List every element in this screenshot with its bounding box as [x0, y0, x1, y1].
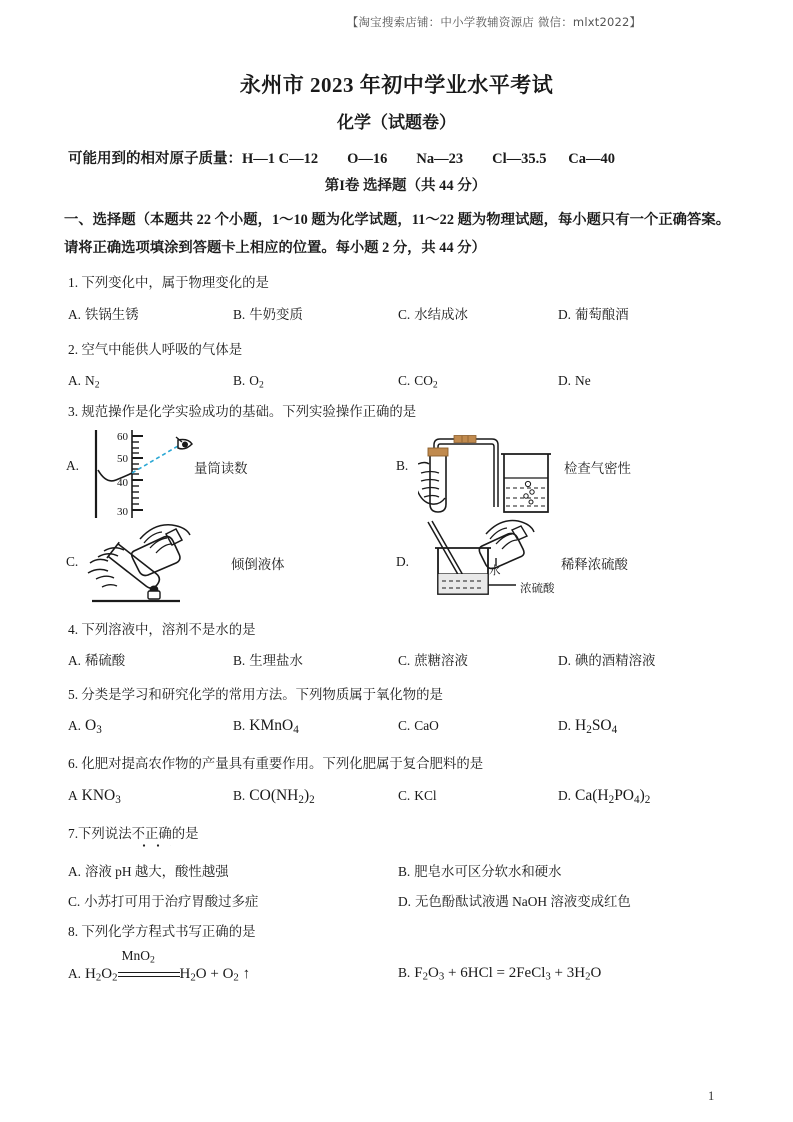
question-7-options-row1 [0, 862, 793, 884]
option-label: B. [233, 307, 246, 322]
question-7-number: 7. [68, 826, 79, 841]
question-8-number: 8. [68, 924, 79, 939]
instructions-paragraph: 一、选择题（本题共 22 个小题，1～10 题为化学试题，11～22 题为物理试题，每小题只有一个正确答案。请将正确选项填涂到答题卡上相应的位置。每小题 2 分，共 44 分） [64, 212, 730, 256]
question-1-option-d[interactable] [558, 305, 629, 325]
figure-inner-label-acid: 浓硫酸 [520, 583, 555, 595]
catalyst-label: MnO$_2$ [121, 948, 155, 966]
option-label: B. [233, 718, 246, 733]
question-6-option-c[interactable] [398, 786, 437, 806]
question-1-option-b[interactable] [233, 305, 303, 325]
question-5-stem [68, 686, 443, 704]
option-caption: 量筒读数 [194, 461, 248, 476]
option-text: $KNO_3$ [81, 787, 121, 806]
question-6-stem [68, 755, 483, 773]
question-6-text: 化肥对提高农作物的产量具有重要作用。下列化肥属于复合肥料的是 [81, 756, 484, 771]
question-5-text: 分类是学习和研究化学的常用方法。下列物质属于氧化物的是 [81, 687, 443, 702]
question-2-text: 空气中能供人呼吸的气体是 [81, 342, 243, 357]
question-7-text-pre: 下列说法 [78, 826, 132, 841]
option-label: A. [68, 864, 82, 879]
question-4-option-b[interactable] [233, 651, 303, 671]
option-text: $CO(NH_2)_2$ [249, 787, 315, 806]
svg-text:40: 40 [117, 477, 128, 489]
question-7-option-b[interactable] [398, 862, 562, 882]
question-4-number: 4. [68, 622, 79, 637]
option-label: B. [233, 788, 246, 803]
question-8-text: 下列化学方程式书写正确的是 [81, 924, 256, 939]
equation-right: $H_2O + O_2$ ↑ [179, 966, 251, 985]
option-text: $H_2SO_4$ [575, 717, 618, 736]
question-2-number: 2. [68, 342, 79, 357]
question-3-option-a[interactable] [66, 428, 246, 518]
option-text: $O_3$ [85, 717, 102, 736]
question-7-emphasis: 不正确 [131, 826, 172, 841]
section-heading: 第I卷 选择题（共 44 分） [324, 178, 487, 194]
question-3-text: 规范操作是化学实验成功的基础。下列实验操作正确的是 [81, 404, 417, 419]
question-8-stem [68, 923, 255, 941]
question-3-option-c[interactable] [66, 520, 296, 615]
question-7-stem [68, 825, 199, 843]
option-text: $O_2$ [249, 373, 264, 391]
question-3-option-b[interactable] [396, 426, 631, 521]
question-4-option-a[interactable] [68, 651, 125, 671]
question-6-option-b[interactable] [233, 786, 315, 810]
option-text: 生理盐水 [249, 653, 303, 668]
equation-text: $F_2O_3 + 6HCl$ = 2FeCl$_3$ + $3H_2O$ [414, 965, 602, 983]
question-4-option-c[interactable] [398, 651, 468, 671]
option-label: D. [396, 554, 410, 569]
question-5-option-d[interactable] [558, 716, 617, 740]
option-text: 稀硫酸 [85, 653, 126, 668]
option-text: 小苏打可用于治疗胃酸过多症 [84, 894, 259, 909]
question-8-option-b[interactable] [398, 965, 601, 983]
page-number: 1 [708, 1089, 715, 1103]
option-label: C. [398, 307, 411, 322]
option-text: $Ca(H_2PO_4)_2$ [575, 787, 651, 806]
option-label: A. [66, 458, 80, 473]
question-3-stem [68, 403, 416, 421]
question-1-options [0, 305, 793, 327]
question-3-option-d[interactable] [396, 518, 646, 618]
equation-left: $H_2O_2$ [85, 966, 118, 985]
question-8-option-a[interactable] [68, 948, 251, 990]
question-5-options [0, 716, 793, 738]
question-2-option-b[interactable] [233, 371, 264, 395]
option-text: $N_2$ [85, 373, 100, 391]
question-2-option-c[interactable] [398, 371, 438, 395]
option-text: 碘的酒精溶液 [575, 653, 656, 668]
option-label: D. [558, 718, 572, 733]
option-text: KMnO$_4$ [249, 717, 299, 736]
option-label: A [68, 788, 78, 803]
question-4-stem [68, 621, 255, 639]
option-label: A. [68, 966, 82, 982]
question-2-option-d[interactable] [558, 371, 591, 391]
equation-bar [118, 972, 180, 977]
question-1-stem [68, 274, 269, 292]
question-1-number: 1. [68, 275, 79, 290]
option-text: 葡萄酿酒 [575, 307, 629, 322]
option-label: C. [398, 788, 411, 803]
question-5-number: 5. [68, 687, 79, 702]
question-6-number: 6. [68, 756, 79, 771]
option-label: A. [68, 373, 82, 388]
question-4-text: 下列溶液中，溶剂不是水的是 [81, 622, 256, 637]
question-5-option-b[interactable] [233, 716, 299, 740]
option-label: B. [398, 965, 411, 980]
option-text: 铁锅生锈 [85, 307, 139, 322]
option-text: 水结成冰 [414, 307, 468, 322]
option-label: C. [398, 653, 411, 668]
svg-text:50: 50 [117, 453, 128, 465]
page-subtitle: 化学（试题卷） [337, 113, 456, 132]
question-5-option-c[interactable] [398, 716, 439, 736]
question-7-option-c[interactable] [68, 892, 258, 912]
question-4-option-d[interactable] [558, 651, 655, 671]
question-6-option-d[interactable] [558, 786, 650, 810]
option-text: 无色酚酞试液遇 NaOH 溶液变成红色 [415, 894, 631, 909]
question-2-options [0, 371, 793, 393]
option-label: A. [68, 653, 82, 668]
svg-text:30: 30 [117, 506, 128, 518]
option-label: D. [558, 373, 572, 388]
option-label: A. [68, 307, 82, 322]
option-caption: 倾倒液体 [231, 557, 285, 572]
question-6-options [0, 786, 793, 808]
option-text: 肥皂水可区分软水和硬水 [414, 864, 562, 879]
option-label: C. [398, 373, 411, 388]
question-7-option-a[interactable] [68, 862, 229, 882]
watermark-text: 【淘宝搜索店铺：中小学教辅资源店 微信：mlxt2022】 [346, 15, 642, 29]
option-label: A. [68, 718, 82, 733]
option-text: KCl [414, 788, 437, 803]
question-5-option-a[interactable] [68, 716, 102, 740]
option-text: 溶液 pH 越大，酸性越强 [85, 864, 229, 879]
option-label: C. [68, 894, 81, 909]
question-6-option-a[interactable] [68, 786, 121, 810]
question-3-number: 3. [68, 404, 79, 419]
option-text: 牛奶变质 [249, 307, 303, 322]
option-label: B. [233, 373, 246, 388]
option-caption: 稀释浓硫酸 [561, 557, 628, 572]
option-text: $CO_2$ [414, 373, 438, 391]
page-title: 永州市 2023 年初中学业水平考试 [239, 73, 554, 97]
figure-inner-label-water: 水 [489, 565, 501, 577]
option-label: B. [396, 458, 409, 473]
option-label: B. [398, 864, 411, 879]
question-1-option-c[interactable] [398, 305, 468, 325]
option-label: D. [558, 307, 572, 322]
svg-text:60: 60 [117, 431, 128, 443]
catalyst-arrow [118, 948, 180, 990]
question-2-stem [68, 341, 242, 359]
option-text: Ne [575, 373, 591, 388]
question-4-options [0, 651, 793, 673]
question-2-option-a[interactable] [68, 371, 100, 395]
option-text: CaO [414, 718, 439, 733]
question-1-option-a[interactable] [68, 305, 139, 325]
option-label: C. [398, 718, 411, 733]
pouring-liquid-icon [82, 517, 222, 609]
question-1-text: 下列变化中，属于物理变化的是 [81, 275, 269, 290]
option-label: C. [66, 554, 79, 569]
question-7-options-row2 [0, 892, 793, 914]
option-label: D. [398, 894, 412, 909]
gas-tightness-apparatus-icon [418, 426, 558, 521]
question-7-text-post: 的是 [171, 826, 199, 841]
atomic-mass-line: 可能用到的相对原子质量：H—1 C—12 O—16 Na—23 Cl—35.5 Ca—40 [68, 151, 615, 167]
question-7-option-d[interactable] [398, 892, 631, 912]
option-label: B. [233, 653, 246, 668]
option-caption: 检查气密性 [564, 461, 631, 476]
option-label: D. [558, 788, 572, 803]
option-label: D. [558, 653, 572, 668]
option-text: 蔗糖溶液 [414, 653, 468, 668]
measuring-cylinder-icon [82, 428, 202, 520]
